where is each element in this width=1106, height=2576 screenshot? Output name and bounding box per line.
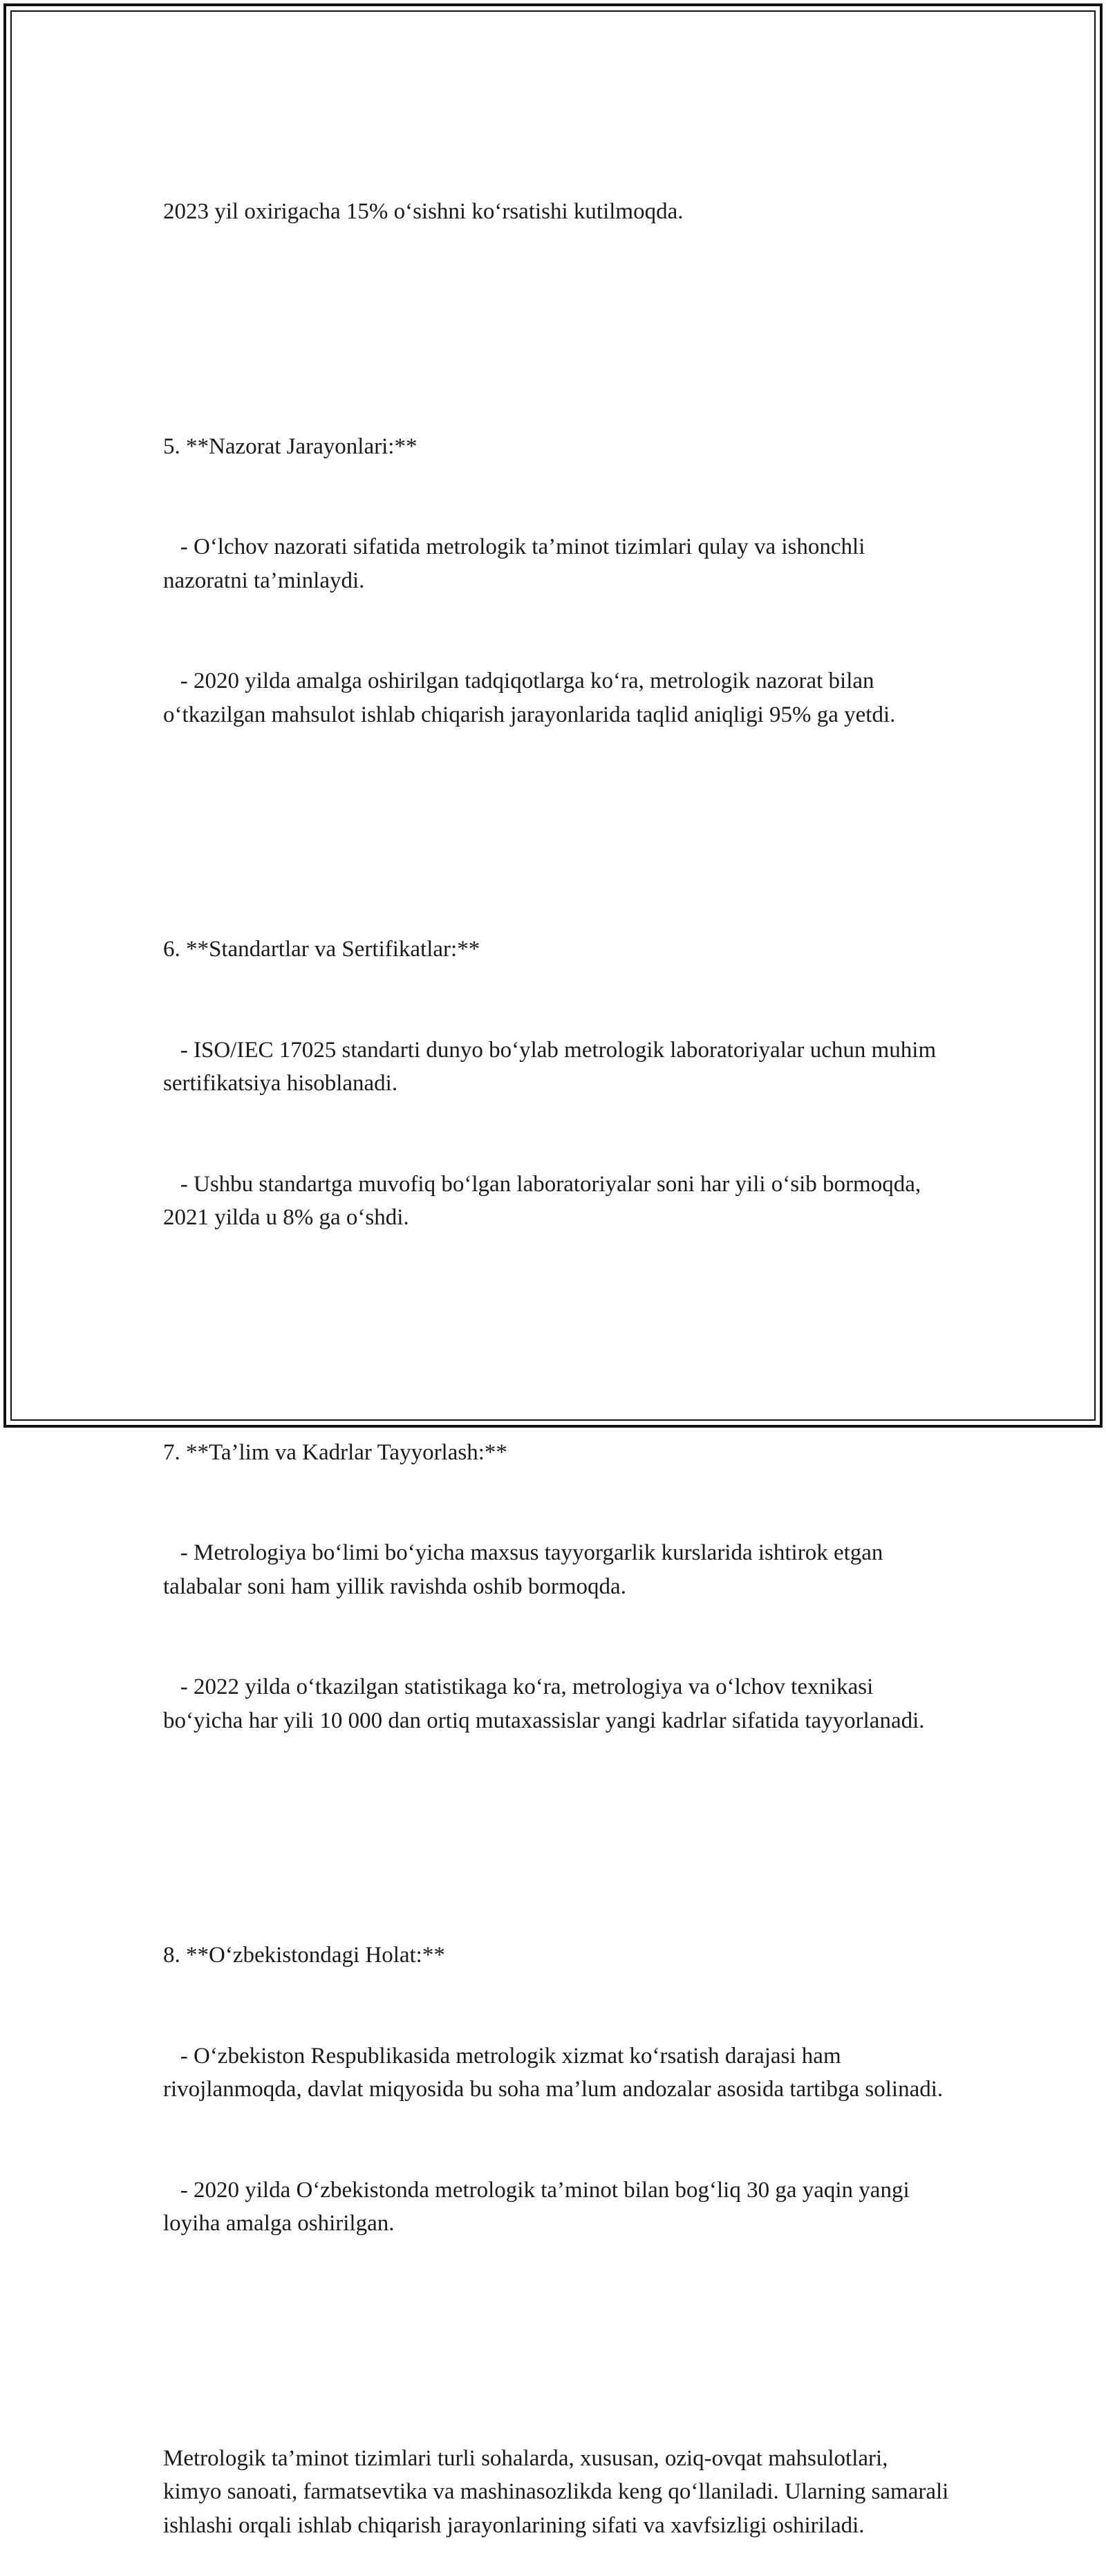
section-5-bullet-2: - 2020 yilda amalga oshirilgan tadqiqotlarga ko‘ra, metrologik nazorat bilan o‘tkazilgan mahsulot ishlab chiqarish jarayonlarida taqlid aniqligi 95% ga yetdi. — [163, 669, 896, 727]
document-body — [163, 128, 955, 2576]
paragraph-gap — [163, 1302, 951, 1336]
paragraph-gap — [163, 1804, 951, 1838]
section-5-bullet-1: - O‘lchov nazorati sifatida metrologik ta’minot tizimlari qulay va ishonchli nazoratni ta’minlaydi. — [163, 534, 871, 593]
section-heading-5: 5. **Nazorat Jarayonlari:** — [163, 433, 418, 459]
section-7-bullet-2: - 2022 yilda o‘tkazilgan statistikaga ko‘ra, metrologiya va o‘lchov texnikasi bo‘yicha har yili 10 000 dan ortiq mutaxassislar yangi kadrlar sifatida tayyorlanadi. — [163, 1674, 925, 1733]
section-7-bullet-1: - Metrologiya bo‘limi bo‘yicha maxsus tayyorgarlik kurslarida ishtirok etgan talabalar soni ham yillik ravishda oshib bormoqda. — [163, 1540, 889, 1599]
section-6-bullet-2: - Ushbu standartga muvofiq bo‘lgan laboratoriyalar soni har yili o‘sib bormoqda, 2021 yilda u 8% ga o‘shdi. — [163, 1171, 927, 1230]
paragraph-gap — [163, 296, 951, 330]
intro-line: 2023 yil oxirigacha 15% o‘sishni ko‘rsatishi kutilmoqda. — [163, 199, 684, 224]
section-heading-6: 6. **Standartlar va Sertifikatlar:** — [163, 937, 480, 962]
paragraph-gap — [163, 2308, 951, 2342]
section-8-bullet-1: - O‘zbekiston Respublikasida metrologik xizmat ko‘rsatish darajasi ham rivojlanmoqda, davlat miqyosida bu soha ma’lum andozalar asosida tartibga solinadi. — [163, 2043, 944, 2102]
section-6-bullet-1: - ISO/IEC 17025 standarti dunyo bo‘ylab metrologik laboratoriyalar uchun muhim sertifikatsiya hisoblanadi. — [163, 1037, 942, 1096]
section-heading-8: 8. **O‘zbekistondagi Holat:** — [163, 1943, 445, 1968]
closing-paragraph: Metrologik ta’minot tizimlari turli sohalarda, xususan, oziq-ovqat mahsulotlari, kimyo sanoati, farmatsevtika va mashinasozlikda keng qo‘llaniladi. Ularning samarali ishlashi orqali ishlab chiqarish jarayonlarining sifati va xavfsizligi oshiriladi. — [163, 2445, 955, 2538]
section-heading-7: 7. **Ta’lim va Kadrlar Tayyorlash:** — [163, 1439, 507, 1465]
section-8-bullet-2: - 2020 yilda O‘zbekistonda metrologik ta’minot bilan bog‘liq 30 ga yaqin yangi loyiha amalga oshirilgan. — [163, 2177, 915, 2236]
paragraph-gap — [163, 799, 951, 832]
